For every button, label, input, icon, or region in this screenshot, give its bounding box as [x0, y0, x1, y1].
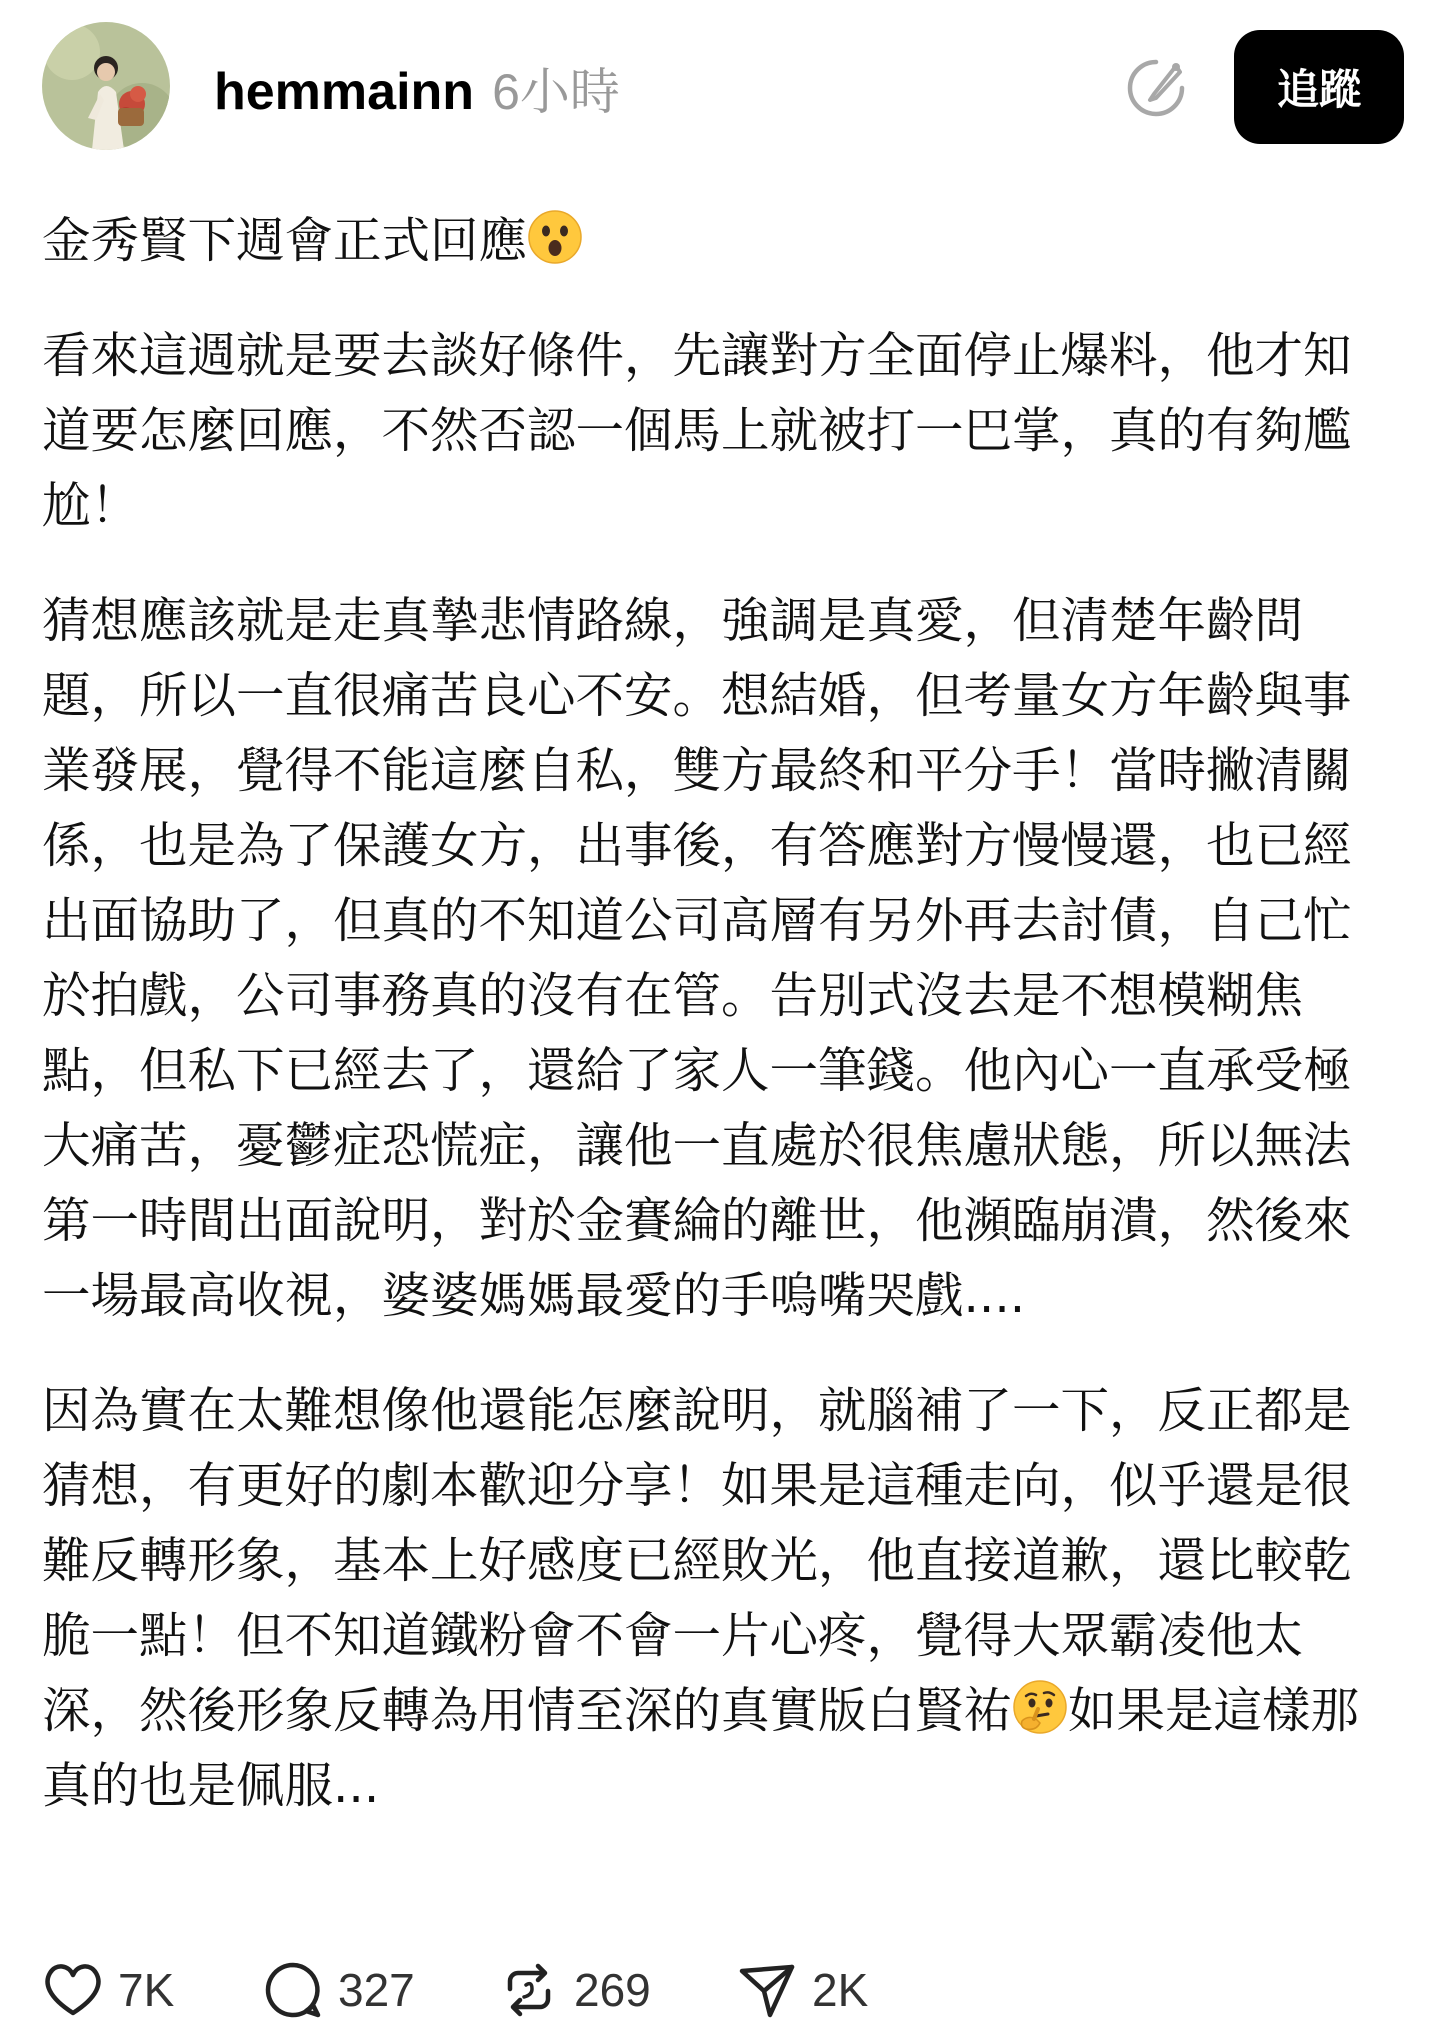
username[interactable]: hemmainn: [214, 63, 475, 121]
post-body: [42, 204, 1372, 1824]
heart-icon: [42, 1959, 104, 2021]
like-count: 7K: [118, 1964, 175, 2016]
comment-icon: [262, 1959, 324, 2021]
post-paragraph-1: 看來這週就是要去談好條件，先讓對方全面停止爆料，他才知道要怎麼回應，不然否認一個馬上就被打一巴掌，真的有夠尷尬！: [42, 328, 1352, 534]
repost-button[interactable]: [498, 1950, 651, 2030]
follow-button[interactable]: 追蹤: [1234, 30, 1404, 144]
comment-button[interactable]: [262, 1950, 415, 2030]
share-icon: [736, 1959, 798, 2021]
post-header: [0, 0, 1440, 200]
repost-icon: [498, 1959, 560, 2021]
post-paragraph-3-text: 因為實在太難想像他還能怎麼說明，就腦補了一下，反正都是猜想，有更好的劇本歡迎分享！如果是這種走向，似乎還是很難反轉形象，基本上好感度已經敗光，他直接道歉，還比較乾脆一點！但不知道鐵粉會不會一片心疼，覺得大眾霸凌他太深，然後形象反轉為用情至深的真實版白賢祐: [42, 1383, 1352, 1739]
post-timestamp: 6小時: [492, 64, 620, 120]
comment-count: 327: [338, 1964, 415, 2016]
post-paragraph-3: [42, 1374, 1372, 1824]
action-bar: [42, 1950, 1402, 2030]
post-title-text: 金秀賢下週會正式回應: [42, 213, 528, 269]
post-paragraph-2: 猜想應該就是走真摯悲情路線，強調是真愛，但清楚年齡問題，所以一直很痛苦良心不安。想結婚，但考量女方年齡與事業發展，覺得不能這麼自私，雙方最終和平分手！當時撇清關係，也是為了保護女方，出事後，有答應對方慢慢還，也已經出面協助了，但真的不知道公司高層有另外再去討債，自己忙於拍戲，公司事務真的沒有在管。告別式沒去是不想模糊焦點，但私下已經去了，還給了家人一筆錢。他內心一直承受極大痛苦，憂鬱症恐慌症，讓他一直處於很焦慮狀態，所以無法第一時間出面說明，對於金賽綸的離世，他瀕臨崩潰，然後來一場最高收視，婆婆媽媽最愛的手嗚嘴哭戲....: [42, 593, 1352, 1324]
share-button[interactable]: [736, 1950, 868, 2030]
post-title: [42, 204, 1372, 279]
astonished-face-emoji: [527, 209, 583, 265]
user-info: [214, 52, 620, 128]
like-button[interactable]: [42, 1950, 174, 2030]
repost-count: 269: [574, 1964, 651, 2016]
thinking-face-emoji: [1012, 1679, 1068, 1735]
post-paragraph-3-tail: 如果是這樣那真的也是佩服...: [42, 1683, 1360, 1814]
sticker-edit-icon[interactable]: [1124, 56, 1188, 120]
share-count: 2K: [812, 1964, 869, 2016]
avatar[interactable]: [42, 22, 170, 150]
